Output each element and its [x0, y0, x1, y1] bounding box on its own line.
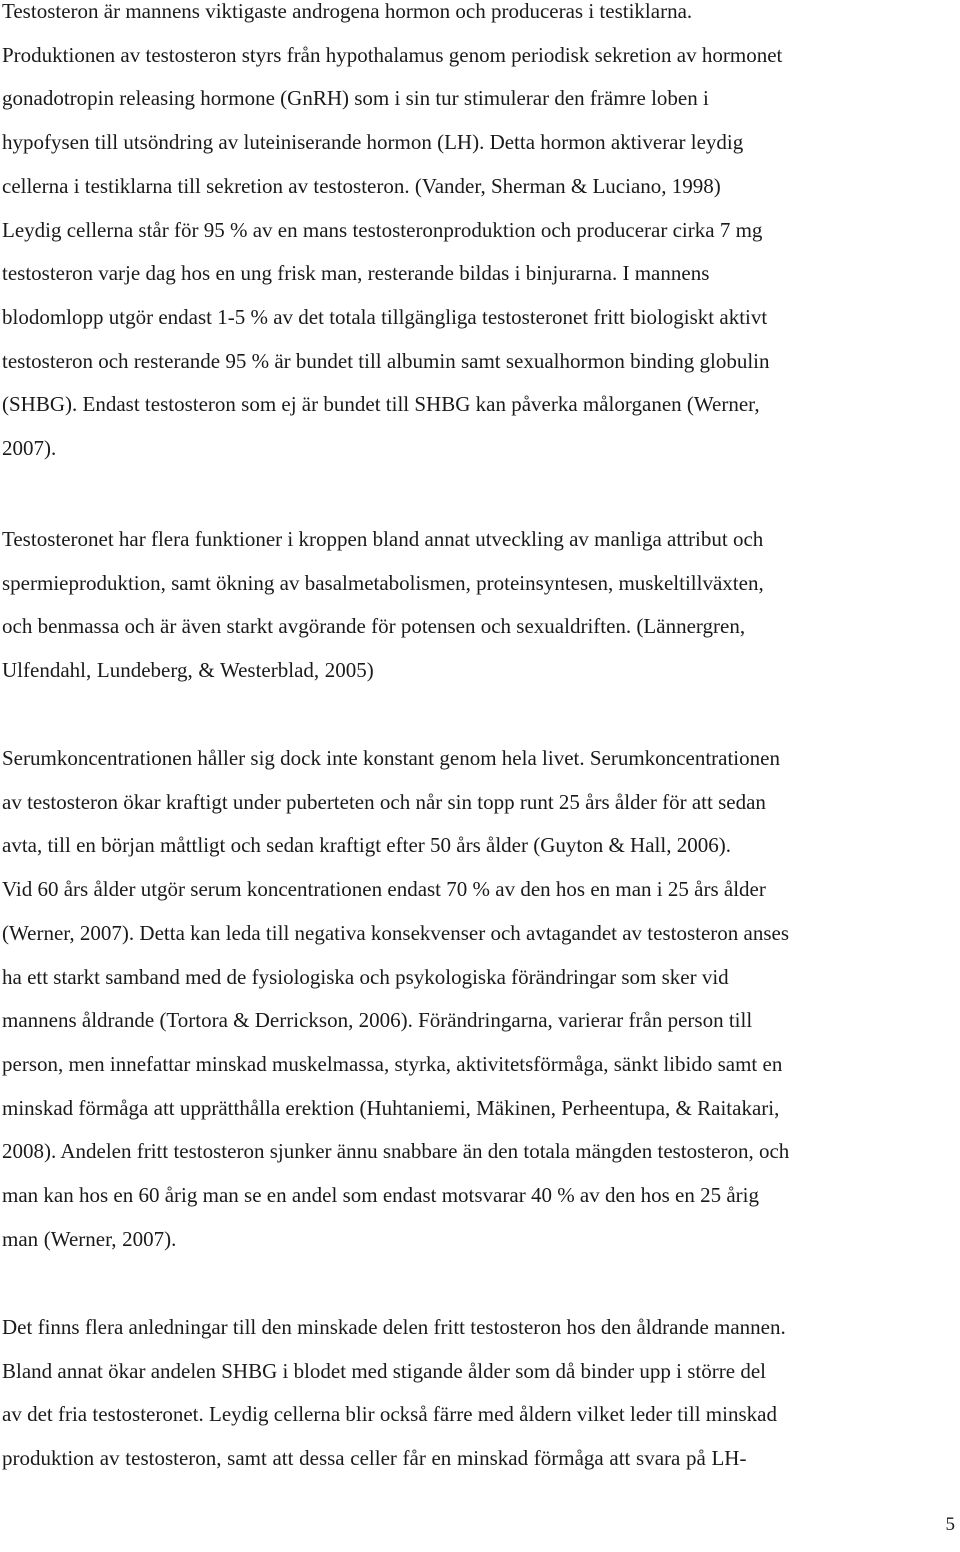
paragraph-testosterone-functions	[2, 518, 958, 693]
text-line: produktion av testosteron, samt att dessa celler får en minskad förmåga att svara på LH-	[2, 1446, 747, 1471]
text-line: man kan hos en 60 årig man se en andel som endast motsvarar 40 % av den hos en 25 årig	[2, 1183, 759, 1208]
text-line: (Werner, 2007). Detta kan leda till negativa konsekvenser och avtagandet av testosteron anses	[2, 920, 790, 945]
paragraph-serum-concentration	[2, 737, 958, 1261]
text-line: (SHBG). Endast testosteron som ej är bundet till SHBG kan påverka målorganen (Werner,	[2, 392, 760, 417]
text-line: Serumkoncentrationen håller sig dock inte konstant genom hela livet. Serumkoncentrationen	[2, 746, 780, 770]
text-line: och benmassa och är även starkt avgörande för potensen och sexualdriften. (Lännergren,	[2, 614, 746, 639]
text-line: Bland annat ökar andelen SHBG i blodet med stigande ålder som då binder upp i större del	[2, 1358, 766, 1383]
text-line: av det fria testosteronet. Leydig cellerna blir också färre med åldern vilket leder till minskad	[2, 1402, 777, 1427]
text-line: Det finns flera anledningar till den minskade delen fritt testosteron hos den åldrande mannen.	[2, 1315, 786, 1339]
text-line: blodomlopp utgör endast 1-5 % av det totala tillgängliga testosteronet fritt biologiskt aktivt	[2, 304, 768, 329]
text-line: gonadotropin releasing hormone (GnRH) som i sin tur stimulerar den främre loben i	[2, 86, 709, 111]
text-line: minskad förmåga att upprätthålla erektion (Huhtaniemi, Mäkinen, Perheentupa, & Raitakari,	[2, 1095, 780, 1120]
text-line: avta, till en början måttligt och sedan kraftigt efter 50 års ålder (Guyton & Hall, 2006).	[2, 833, 731, 858]
text-line: Produktionen av testosteron styrs från hypothalamus genom periodisk sekretion av hormonet	[2, 42, 783, 67]
page-number: 5	[945, 1514, 955, 1535]
text-line: person, men innefattar minskad muskelmassa, styrka, aktivitetsförmåga, sänkt libido samt en	[2, 1051, 783, 1076]
text-line: 2008). Andelen fritt testosteron sjunker ännu snabbare än den totala mängden testosteron, och	[2, 1139, 790, 1164]
text-line: Ulfendahl, Lundeberg, & Westerblad, 2005)	[2, 658, 374, 683]
text-line: Vid 60 års ålder utgör serum koncentrationen endast 70 % av den hos en man i 25 års ålder	[2, 877, 766, 902]
text-line: man (Werner, 2007).	[2, 1226, 177, 1251]
text-line: hypofysen till utsöndring av luteiniserande hormon (LH). Detta hormon aktiverar leydig	[2, 130, 744, 155]
text-line: 2007).	[2, 436, 57, 461]
text-line: Leydig cellerna står för 95 % av en mans testosteronproduktion och producerar cirka 7 mg	[2, 217, 763, 242]
paragraph-reasons-decline	[2, 1306, 958, 1481]
text-line: mannens åldrande (Tortora & Derrickson, 2006). Förändringarna, varierar från person till	[2, 1008, 753, 1033]
text-line: Testosteronet har flera funktioner i kroppen bland annat utveckling av manliga attribut och	[2, 527, 764, 551]
text-line: testosteron och resterande 95 % är bundet till albumin samt sexualhormon binding globulin	[2, 348, 770, 373]
text-line: spermieproduktion, samt ökning av basalmetabolismen, proteinsyntesen, muskeltillväxten,	[2, 570, 764, 595]
text-line: cellerna i testiklarna till sekretion av testosteron. (Vander, Sherman & Luciano, 1998)	[2, 173, 721, 198]
text-line: ha ett starkt samband med de fysiologiska och psykologiska förändringar som sker vid	[2, 964, 729, 989]
text-line: testosteron varje dag hos en ung frisk man, resterande bildas i binjurarna. I mannens	[2, 261, 710, 286]
paragraph-testosterone-intro	[2, 0, 958, 471]
text-line: Testosteron är mannens viktigaste androgena hormon och produceras i testiklarna.	[2, 0, 693, 23]
text-line: av testosteron ökar kraftigt under puberteten och når sin topp runt 25 års ålder för att sedan	[2, 789, 766, 814]
